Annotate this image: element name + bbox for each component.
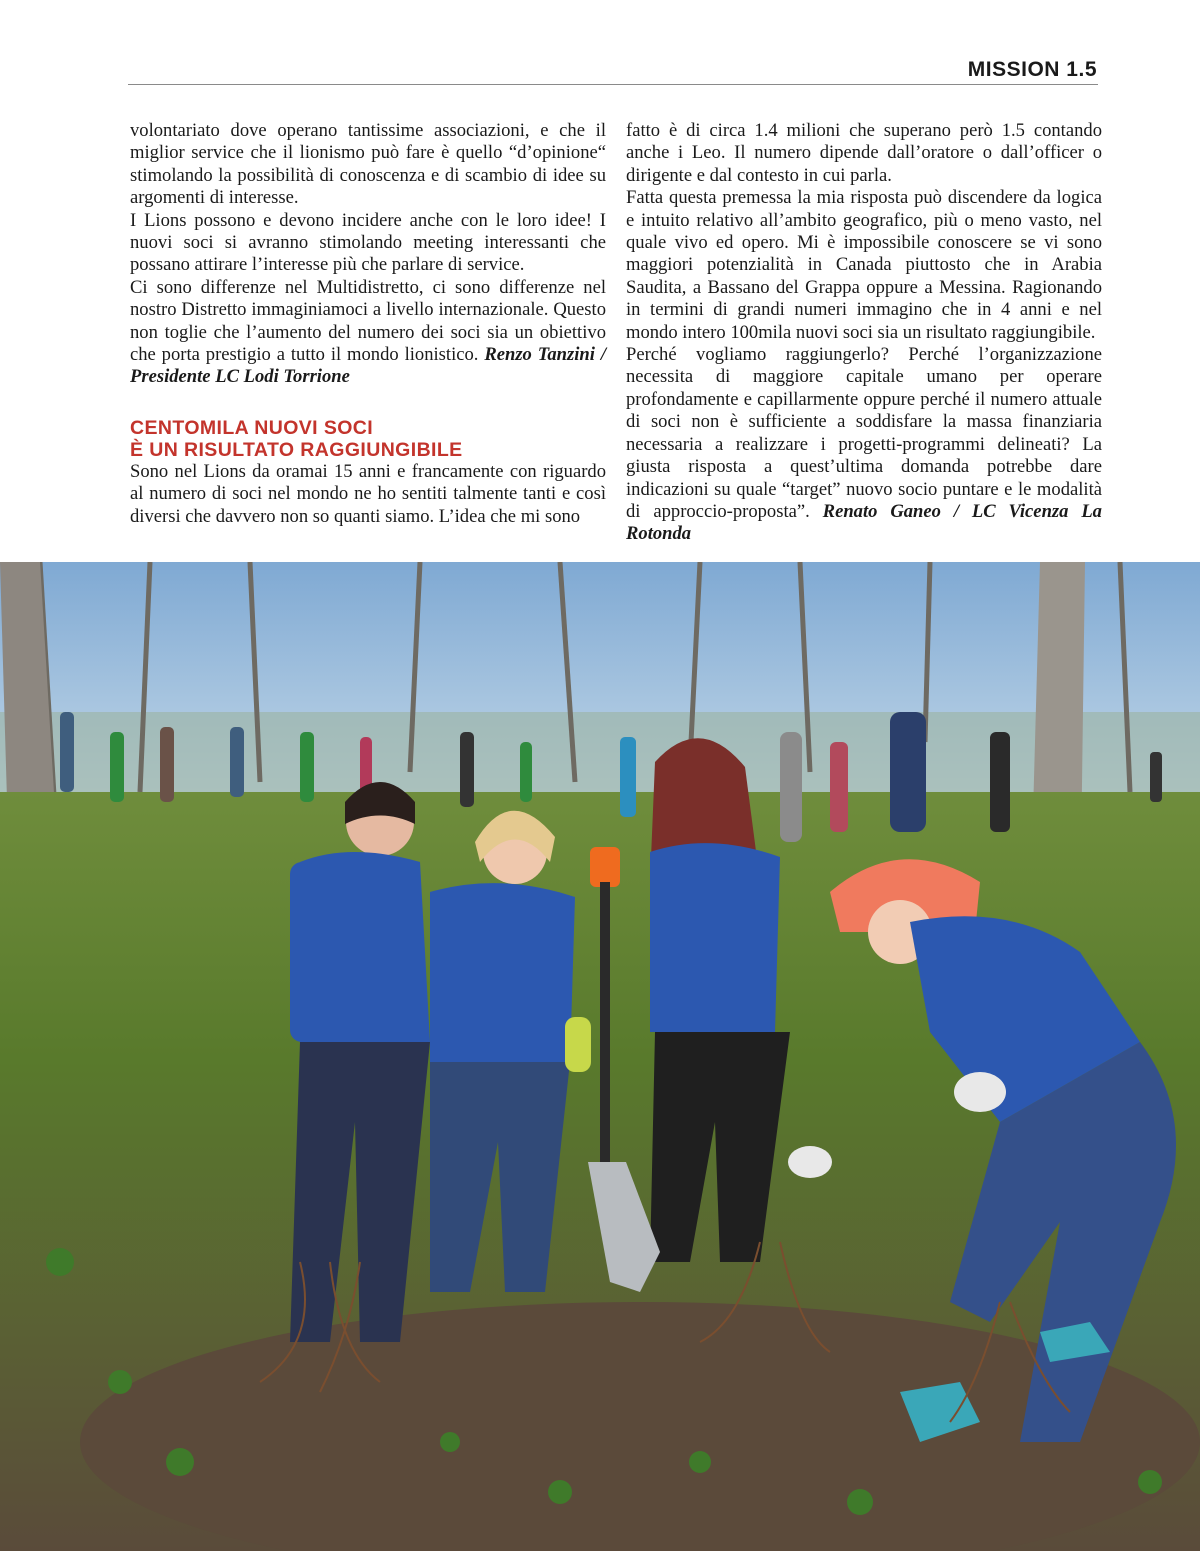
paragraph-text: Ci sono differenze nel Multidistretto, ci sono differenze nel nostro Distretto immaginiamoci a livello internazionale. Questo non toglie che l’aumento del numero dei soci sia un obiettivo che porta prestigio a tutto il mondo lionistico. xyxy=(130,276,606,366)
paragraph-text: Perché vogliamo raggiungerlo? Perché l’organizzazione necessita di maggiore capitale umano per operare profondamente e capillarmente oppure perché il numero attuale di soci non è sufficiente a soddisfare la massa finanziaria necessaria a realizzare i progetti-programmi delineati? La giusta risposta a quest’ultima domanda potrebbe dare indicazioni su quale “target” nuovo socio puntare e le modalità di approccio-proposta”. xyxy=(626,344,1102,522)
paragraph: volontariato dove operano tantissime associazioni, e che il miglior service che il lionismo può fare è quello “d’opinione“ stimolando la possibilità di conoscenza e di scambio di idee su argomenti di interesse. xyxy=(130,120,606,209)
headline-line-2: È UN RISULTATO RAGGIUNGIBILE xyxy=(130,438,463,461)
author-signature: Renzo Tanzini / Presidente LC Lodi Torrione xyxy=(130,344,606,388)
paragraph: Fatta questa premessa la mia risposta può discendere da logica e intuito relativo all’ambito geografico, più o meno vasto, nel quale vivo ed opero. Mi è impossibile conoscere se vi sono maggiori potenzialità in Canada piuttosto che in Arabia Saudita, a Bassano del Grappa oppure a Messina. Ragionando in termini di grandi numeri immagino che in 4 anni e nel mondo intero 100mila nuovi soci sia un risultato raggiungibile. xyxy=(626,187,1102,343)
paragraph: fatto è di circa 1.4 milioni che superano però 1.5 contando anche i Leo. Il numero dipende dall’oratore o dall’officer o dirigente e dal contesto in cui parla. xyxy=(626,120,1102,186)
right-column xyxy=(626,120,1102,546)
author-signature: Renato Ganeo / LC Vicenza La Rotonda xyxy=(626,500,1102,545)
paragraph-with-signature xyxy=(130,277,606,389)
headline-line-1: CENTOMILA NUOVI SOCI xyxy=(130,416,374,439)
section-label: MISSION 1.5 xyxy=(967,58,1097,81)
header-rule xyxy=(128,84,1098,85)
paragraph: I Lions possono e devono incidere anche con le loro idee! I nuovi soci si avranno stimolando meeting interessanti che possano attirare l’interesse più che parlare di service. xyxy=(130,209,606,276)
article-headline xyxy=(130,417,606,461)
tree-planting-photo xyxy=(0,562,1200,1551)
paragraph: Sono nel Lions da oramai 15 anni e francamente con riguardo al numero di soci nel mondo ne ho sentiti talmente tanti e così diversi che davvero non so quanti siamo. L’idea che mi sono xyxy=(130,460,606,527)
left-column xyxy=(130,120,606,528)
paragraph-with-signature xyxy=(626,344,1102,546)
treeline xyxy=(0,712,1200,802)
photo-illustration xyxy=(0,562,1200,1551)
